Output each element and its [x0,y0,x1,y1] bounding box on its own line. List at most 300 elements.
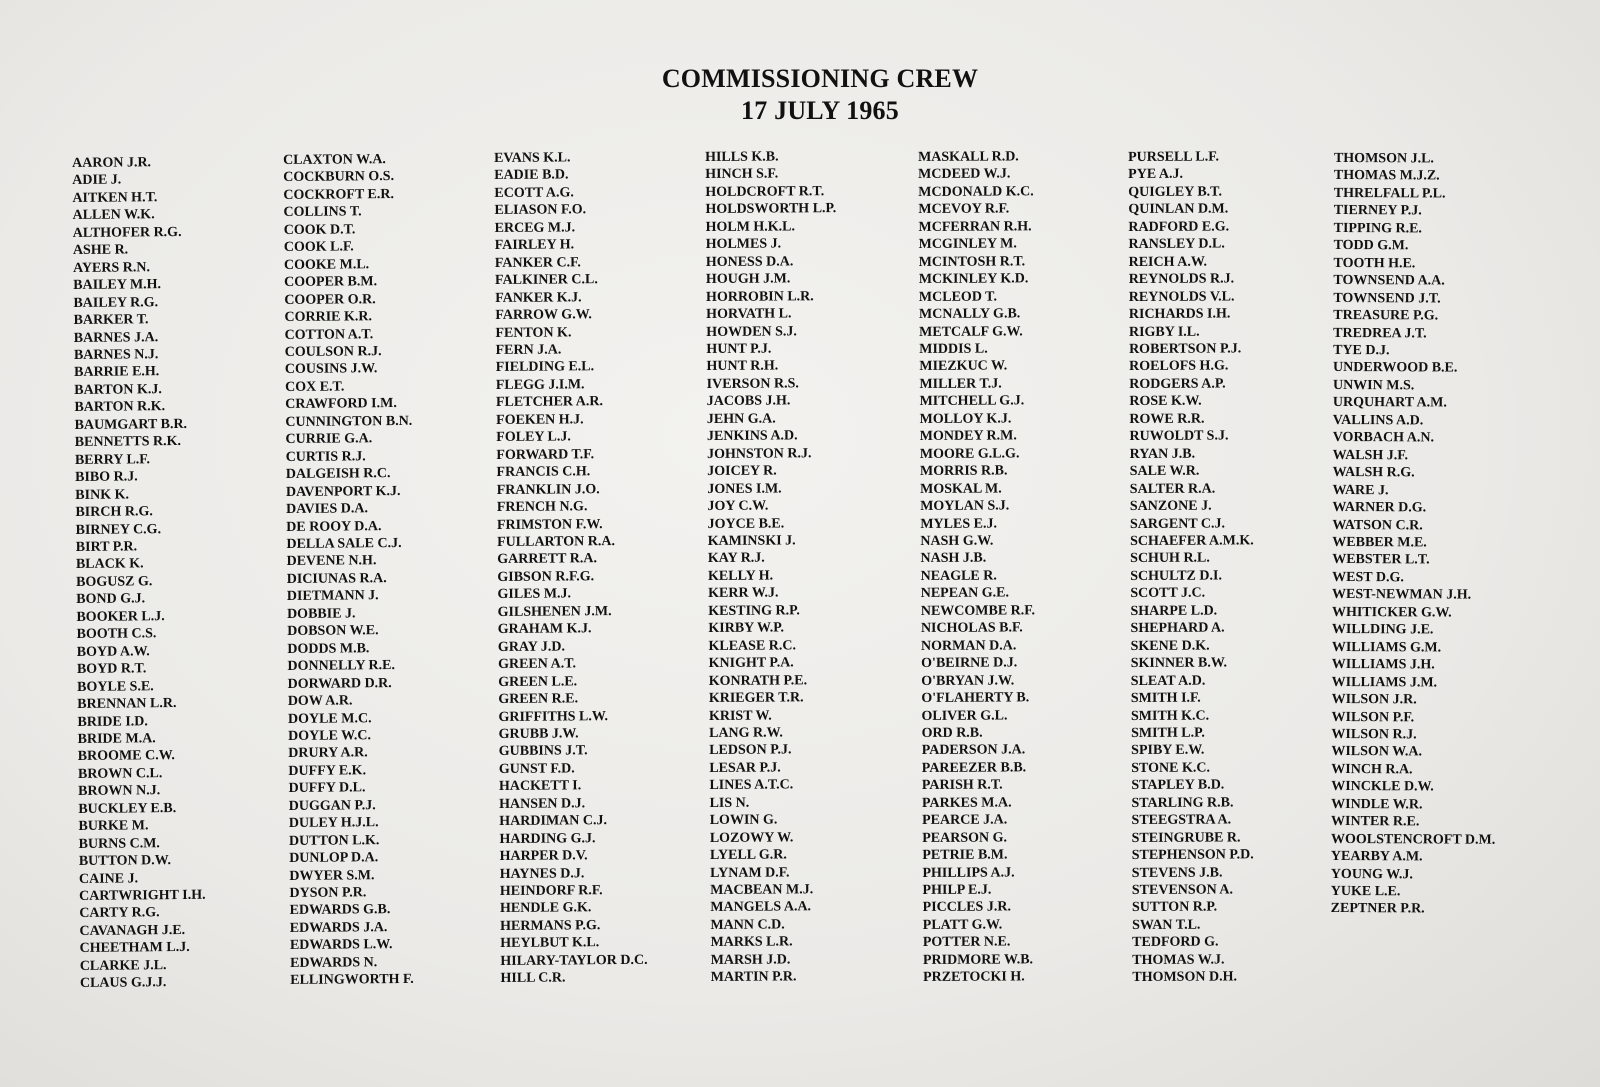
crew-name: PHILLIPS A.J. [922,865,1015,881]
crew-name: TYE D.J. [1333,342,1390,359]
crew-name: BURKE M. [78,818,149,835]
crew-name: HOLMES J. [705,236,782,253]
crew-name: BRIDE I.D. [77,713,148,730]
crew-name: PETRIE B.M. [922,847,1008,864]
crew-name: ROSE K.W. [1129,393,1202,410]
crew-name: VALLINS A.D. [1332,412,1424,429]
crew-name: UNDERWOOD B.E. [1333,360,1458,376]
crew-name: HORVATH L. [706,306,792,323]
crew-name: HARDING G.J. [499,830,596,847]
crew-name: LYELL G.R. [709,847,787,864]
crew-name: NEWCOMBE R.F. [920,603,1036,619]
crew-name: SWAN T.L. [1132,917,1201,933]
crew-name: MCNALLY G.B. [918,306,1021,323]
crew-name: QUINLAN D.M. [1128,201,1229,218]
crew-name: THOMAS W.J. [1132,952,1225,968]
crew-name: COOK D.T. [283,222,356,238]
crew-name: MCEVOY R.F. [918,201,1010,218]
crew-name: COOKE M.L. [283,256,370,273]
crew-name: MANGELS A.A. [710,899,812,916]
crew-name: ASHE R. [72,242,129,259]
crew-name: BINK K. [75,487,130,503]
crew-name: GILES M.J. [497,586,572,603]
crew-name: WEBSTER L.T. [1332,552,1430,568]
crew-name: WEST D.G. [1332,569,1404,586]
crew-name: DOW A.R. [287,693,353,710]
crew-name: BOOTH C.S. [76,626,157,643]
crew-name: EDWARDS J.A. [289,920,388,936]
crew-name: HILARY-TAYLOR D.C. [500,952,648,969]
crew-name: FULLARTON R.A. [497,534,616,550]
crew-name: JOHNSTON R.J. [707,445,812,462]
crew-name: HILL C.R. [500,970,566,987]
crew-name: BARTON K.J. [74,382,162,398]
crew-name: TREASURE P.G. [1333,308,1439,324]
crew-name: ALLEN W.K. [72,207,155,224]
crew-name: FRIMSTON F.W. [496,516,603,533]
crew-name: STEVENS J.B. [1131,865,1223,881]
crew-name: HENDLE G.K. [499,900,592,917]
crew-name: HANSEN D.J. [499,796,586,812]
crew-name: IVERSON R.S. [706,376,799,392]
crew-name: KAY R.J. [707,551,765,567]
crew-name: AYERS R.N. [73,259,151,276]
crew-name: EADIE B.D. [494,167,569,184]
crew-name: MARKS L.R. [710,934,793,951]
crew-name: GREEN L.E. [498,673,578,690]
crew-name: EDWARDS N. [290,955,378,971]
crew-name: KIRBY W.P. [708,620,785,637]
crew-name: HERMANS P.G. [500,918,601,934]
crew-name: TOWNSEND A.A. [1333,273,1445,289]
crew-name: DONNELLY R.E. [287,658,396,675]
name-column-5 [918,148,1039,986]
crew-name: ZEPTNER P.R. [1330,901,1425,917]
crew-name: RICHARDS I.H. [1128,306,1231,323]
crew-name: JEHN G.A. [706,411,776,427]
crew-name: SALTER R.A. [1129,481,1216,497]
crew-name: COULSON R.J. [284,344,382,360]
crew-name: NASH G.W. [920,533,994,549]
crew-name: QUIGLEY B.T. [1128,184,1223,200]
crew-name: GUBBINS J.T. [498,743,588,760]
crew-name: JOY C.W. [707,498,769,515]
crew-name: UNWIN M.S. [1332,377,1415,394]
crew-name: TEDFORD G. [1132,934,1219,951]
crew-name: MCDONALD K.C. [918,184,1034,200]
crew-name: CLAUS G.J.J. [79,975,167,992]
crew-name: WILLIAMS G.M. [1331,639,1442,656]
crew-name: DULEY H.J.L. [288,815,379,832]
crew-name: DEVENE N.H. [286,553,377,570]
name-column-7 [1331,150,1499,919]
crew-name: DRURY A.R. [288,745,368,762]
crew-name: WILSON R.J. [1331,726,1417,743]
crew-name: LEDSON P.J. [709,742,792,759]
crew-name: METCALF G.W. [919,323,1023,340]
crew-name: LESAR P.J. [709,760,781,776]
crew-name: STAPLEY B.D. [1131,777,1225,794]
crew-name: GREEN A.T. [497,656,577,673]
crew-name: MCLEOD T. [918,289,997,305]
crew-name: ADIE J. [72,172,122,189]
crew-name: KLEASE R.C. [708,638,797,654]
crew-name: DICIUNAS R.A. [286,570,387,587]
crew-name: BARKER T. [73,312,149,329]
crew-name: MIDDIS L. [919,341,988,357]
crew-name: SHARPE L.D. [1130,603,1218,619]
crew-name: KAMINSKI J. [707,533,796,549]
crew-name: MARTIN P.R. [710,969,797,986]
crew-name: DUNLOP D.A. [289,850,379,867]
crew-name: SUTTON R.P. [1131,900,1218,916]
crew-name: MCKINLEY K.D. [918,271,1029,288]
crew-name: GILSHENEN J.M. [497,603,612,620]
crew-name: SALE W.R. [1129,463,1200,480]
name-column-2 [283,151,417,990]
crew-name: DODDS M.B. [287,640,370,657]
crew-name: FERN J.A. [495,342,562,358]
crew-name: HACKETT I. [498,778,582,795]
crew-name: PYE A.J. [1128,167,1184,183]
crew-name: VORBACH A.N. [1332,430,1435,446]
crew-name: WALSH R.G. [1332,465,1415,481]
crew-name: STARLING R.B. [1131,795,1234,811]
crew-name: FANKER C.F. [494,255,581,271]
crew-name: TOOTH H.E. [1333,255,1416,272]
crew-name: YUKE L.E. [1330,884,1401,900]
crew-name: RYAN J.B. [1129,446,1196,462]
crew-name: STEINGRUBE R. [1131,830,1241,846]
crew-name: REYNOLDS R.J. [1128,271,1235,288]
crew-name: MORRIS R.B. [919,463,1008,480]
crew-name: HOUGH J.M. [705,271,791,288]
crew-name: JONES I.M. [707,481,782,497]
crew-name: FALKINER C.L. [494,272,598,289]
crew-name: DUFFY D.L. [288,780,366,797]
crew-name: HARPER D.V. [499,848,588,865]
crew-name: MCINTOSH R.T. [918,254,1026,270]
crew-name: PRIDMORE W.B. [922,952,1034,968]
crew-name: RIGBY I.L. [1128,324,1200,340]
crew-name: DOYLE M.C. [287,710,372,727]
crew-name: WINCKLE D.W. [1331,779,1434,795]
crew-name: REYNOLDS V.L. [1128,289,1235,305]
crew-name: PICCLES J.R. [922,899,1011,916]
crew-name: DAVENPORT K.J. [285,483,401,500]
crew-name: BOYD R.T. [76,661,147,678]
crew-name: DOYLE W.C. [288,728,372,744]
crew-name: JACOBS J.H. [706,393,791,410]
crew-name: BOYLE S.E. [77,678,154,695]
crew-name: BAILEY R.G. [73,294,159,311]
crew-name: GIBSON R.F.G. [497,569,595,585]
crew-name: MYLES E.J. [920,516,997,532]
crew-name: KONRATH P.E. [708,672,808,689]
crew-name: BARTON R.K. [74,399,166,416]
crew-name: MILLER T.J. [919,376,1002,392]
crew-name: SMITH L.P. [1131,725,1205,741]
crew-name: ORD R.B. [921,725,983,741]
crew-name: COCKROFT E.R. [283,186,395,203]
crew-name: POTTER N.E. [922,934,1011,951]
crew-name: NICHOLAS B.F. [920,620,1023,637]
crew-name: BOND G.J. [76,591,146,608]
crew-name: MITCHELL G.J. [919,393,1025,410]
crew-name: EDWARDS L.W. [289,937,393,954]
crew-name: BLACK K. [75,556,144,573]
crew-name: PARKES M.A. [921,795,1012,811]
crew-name: WOOLSTENCROFT D.M. [1330,831,1496,848]
crew-name: ERCEG M.J. [494,220,576,236]
crew-name: FRANCIS C.H. [496,464,591,481]
crew-name: RODGERS A.P. [1129,376,1226,392]
crew-name: WEST-NEWMAN J.H. [1332,587,1472,603]
crew-name: JOICEY R. [707,463,777,480]
crew-name: SMITH I.F. [1130,690,1201,707]
crew-name: ROWE R.R. [1129,411,1205,427]
crew-name: HOLM H.K.L. [705,219,796,235]
crew-name: WILLDING J.E. [1331,622,1434,638]
crew-name: FIELDING E.L. [495,359,595,376]
crew-name: BARNES N.J. [73,347,159,363]
crew-name: ELLINGWORTH F. [290,972,414,989]
crew-name: PARISH R.T. [921,777,1003,794]
crew-name: PLATT G.W. [922,917,1003,933]
crew-name: HARDIMAN C.J. [499,813,608,830]
crew-name: TIPPING R.E. [1333,220,1422,237]
crew-name: MASKALL R.D. [918,149,1019,165]
crew-name: STEVENSON A. [1131,882,1234,899]
crew-name: DWYER S.M. [289,867,375,884]
crew-name: TODD G.M. [1333,238,1409,254]
crew-name: BENNETTS R.K. [74,434,182,451]
crew-name: RANSLEY D.L. [1128,236,1225,253]
crew-name: DIETMANN J. [286,588,379,605]
crew-name: SLEAT A.D. [1130,673,1206,689]
crew-name: PAREEZER B.B. [921,760,1027,776]
crew-name: THRELFALL P.L. [1333,185,1446,202]
crew-name: ECOTT A.G. [494,185,574,201]
crew-name: LIS N. [709,795,750,811]
crew-name: PHILP E.J. [922,882,992,899]
crew-name: THOMSON D.H. [1132,969,1238,986]
crew-name: FORWARD T.F. [496,446,595,463]
crew-name: THOMSON J.L. [1333,150,1434,167]
crew-name: BIRCH R.G. [75,504,153,521]
crew-name: DALGEISH R.C. [285,466,391,483]
crew-name: PEARCE J.A. [922,812,1008,829]
crew-name: MOYLAN S.J. [920,498,1010,515]
crew-name: CARTY R.G. [79,905,160,922]
crew-name: LANG R.W. [709,725,783,741]
crew-name: FLETCHER A.R. [495,394,604,411]
crew-name: PURSELL L.F. [1128,149,1219,165]
crew-name: WILLIAMS J.H. [1331,657,1435,673]
crew-name: SHEPHARD A. [1130,620,1225,637]
crew-name: NASH J.B. [920,551,987,567]
crew-name: WILSON J.R. [1331,692,1417,708]
crew-name: SKENE D.K. [1130,638,1210,654]
crew-name: KELLY H. [707,568,774,584]
crew-name: COOPER B.M. [284,274,378,291]
crew-name: SPIBY E.W. [1131,743,1205,759]
crew-name: DAVIES D.A. [286,501,369,518]
crew-name: COX E.T. [284,379,345,395]
crew-name: DOBSON W.E. [287,623,379,640]
crew-name: MARSH J.D. [710,952,791,968]
crew-name: MOORE G.L.G. [919,446,1020,462]
crew-name: CURRIE G.A. [285,431,373,448]
crew-name: HEYLBUT K.L. [500,935,600,952]
crew-name: HEINDORF R.F. [499,883,603,900]
crew-name: CUNNINGTON B.N. [285,413,413,430]
crew-name: KRIEGER T.R. [708,690,804,707]
crew-name: WARNER D.G. [1332,500,1427,516]
crew-name: RADFORD E.G. [1128,219,1230,235]
crew-name: BUTTON D.W. [78,853,172,870]
crew-name: HAYNES D.J. [499,865,585,882]
crew-name: BIRT P.R. [75,539,138,555]
crew-name: BIBO R.J. [75,469,138,486]
crew-name: HOWDEN S.J. [706,323,797,340]
crew-name: BIRNEY C.G. [75,521,162,538]
crew-name: HONESS D.A. [705,254,794,270]
crew-name: CORRIE K.R. [284,309,373,326]
crew-name: STONE K.C. [1131,760,1210,776]
crew-name: DOBBIE J. [286,606,356,622]
crew-name: LOWIN G. [709,812,778,829]
crew-name: LOZOWY W. [709,830,794,846]
crew-name: NEPEAN G.E. [920,585,1010,602]
crew-name: SMITH K.C. [1130,708,1210,724]
crew-name: KNIGHT P.A. [708,655,794,672]
crew-name: WINDLE W.R. [1331,796,1423,813]
name-column-3 [494,149,648,988]
crew-name: COOK L.F. [283,239,354,256]
crew-name: SKINNER B.W. [1130,655,1228,672]
crew-name: DE ROOY D.A. [286,518,382,535]
crew-name: CLAXTON W.A. [283,152,386,168]
crew-name: BURNS C.M. [78,835,160,852]
crew-name: KRIST W. [708,708,772,724]
crew-name: GREEN R.E. [498,691,579,708]
crew-name: BOGUSZ G. [76,574,153,590]
crew-name: CAINE J. [78,870,139,887]
crew-name: WEBBER M.E. [1332,534,1427,551]
crew-name: BRENNAN L.R. [77,696,177,713]
crew-name: HORROBIN L.R. [705,288,814,305]
crew-name: FENTON K. [495,324,572,341]
crew-name: CARTWRIGHT I.H. [79,887,206,904]
crew-name: MCDEED W.J. [918,166,1011,183]
crew-name: MACBEAN M.J. [710,882,814,899]
crew-name: STEPHENSON P.D. [1131,847,1254,864]
crew-name: CAVANAGH J.E. [79,922,186,939]
crew-name: FOEKEN H.J. [496,412,584,428]
crew-name: WILSON W.A. [1331,744,1423,760]
crew-name: BOYD A.W. [76,643,150,660]
crew-name: GRUBB J.W. [498,726,579,742]
crew-name: ROELOFS H.G. [1129,358,1229,375]
crew-name: BERRY L.F. [74,451,151,468]
crew-name: SCHUH R.L. [1130,550,1210,567]
page-title: COMMISSIONING CREW [661,64,979,93]
crew-name: SANZONE J. [1129,498,1212,515]
crew-name: BARNES J.A. [73,329,159,346]
crew-name: CHEETHAM L.J. [79,940,190,957]
crew-name: FAIRLEY H. [494,237,575,254]
crew-name: BUCKLEY E.B. [78,800,177,817]
crew-name: WILSON P.F. [1331,709,1415,725]
crew-name: DUFFY E.K. [288,763,367,779]
crew-name: FRENCH N.G. [496,499,588,516]
crew-name: BAUMGART B.R. [74,416,188,433]
crew-name: JENKINS A.D. [706,428,798,445]
crew-name: FLEGG J.I.M. [495,377,585,393]
crew-name: COLLINS T. [283,204,362,221]
crew-name: YEARBY A.M. [1330,849,1423,865]
crew-name: DUGGAN P.J. [288,797,376,814]
crew-name: MOLLOY K.J. [919,411,1012,427]
crew-name: ELIASON F.O. [494,202,587,219]
crew-name: WARE J. [1332,482,1389,498]
crew-name: REICH A.W. [1128,254,1208,270]
crew-name: MONDEY R.M. [919,428,1017,445]
crew-name: GARRETT R.A. [497,551,597,568]
crew-name: SCHULTZ D.I. [1130,568,1222,584]
crew-name: WILLIAMS J.M. [1331,674,1438,691]
crew-name: NORMAN D.A. [920,638,1017,654]
crew-name: HILLS K.B. [705,149,779,165]
crew-name: BRIDE M.A. [77,731,156,747]
crew-name: FARROW G.W. [495,307,592,324]
crew-name: MIEZKUC W. [919,358,1008,375]
crew-name: RUWOLDT S.J. [1129,428,1229,445]
crew-name: SCOTT J.C. [1130,585,1206,602]
crew-name: FOLEY L.J. [496,429,571,446]
crew-name: LYNAM D.F. [710,865,790,881]
crew-name: DUTTON L.K. [288,832,380,849]
crew-name: GUNST F.D. [498,761,575,777]
crew-name: O'FLAHERTY B. [921,690,1030,707]
crew-name: CRAWFORD I.M. [285,396,397,413]
crew-name: WINTER R.E. [1331,814,1420,830]
crew-name: CURTIS R.J. [285,448,366,465]
crew-name: EDWARDS G.B. [289,902,391,919]
crew-name: CLARKE J.L. [79,957,167,974]
crew-name: URQUHART A.M. [1332,395,1447,411]
crew-name: TOWNSEND J.T. [1333,290,1441,307]
crew-name: WATSON C.R. [1332,517,1423,533]
crew-name: PEARSON G. [922,830,1008,846]
crew-name: SCHAEFER A.M.K. [1130,533,1254,549]
crew-name: BROOME C.W. [77,748,175,765]
crew-name: JOYCE B.E. [707,515,785,532]
crew-name: GRIFFITHS L.W. [498,708,609,725]
crew-name: COCKBURN O.S. [283,169,395,186]
crew-name: HOLDSWORTH L.P. [705,201,837,218]
crew-name: NEAGLE R. [920,568,997,584]
crew-name: PADERSON J.A. [921,742,1026,759]
crew-name: O'BEIRNE D.J. [921,655,1018,672]
name-column-6 [1128,148,1256,986]
crew-name: KESTING R.P. [708,603,800,619]
crew-name: LINES A.T.C. [709,777,794,794]
crew-name: DYSON P.R. [289,885,367,902]
crew-name: FRANKLIN J.O. [496,481,600,498]
crew-name: BROWN C.L. [77,766,163,782]
